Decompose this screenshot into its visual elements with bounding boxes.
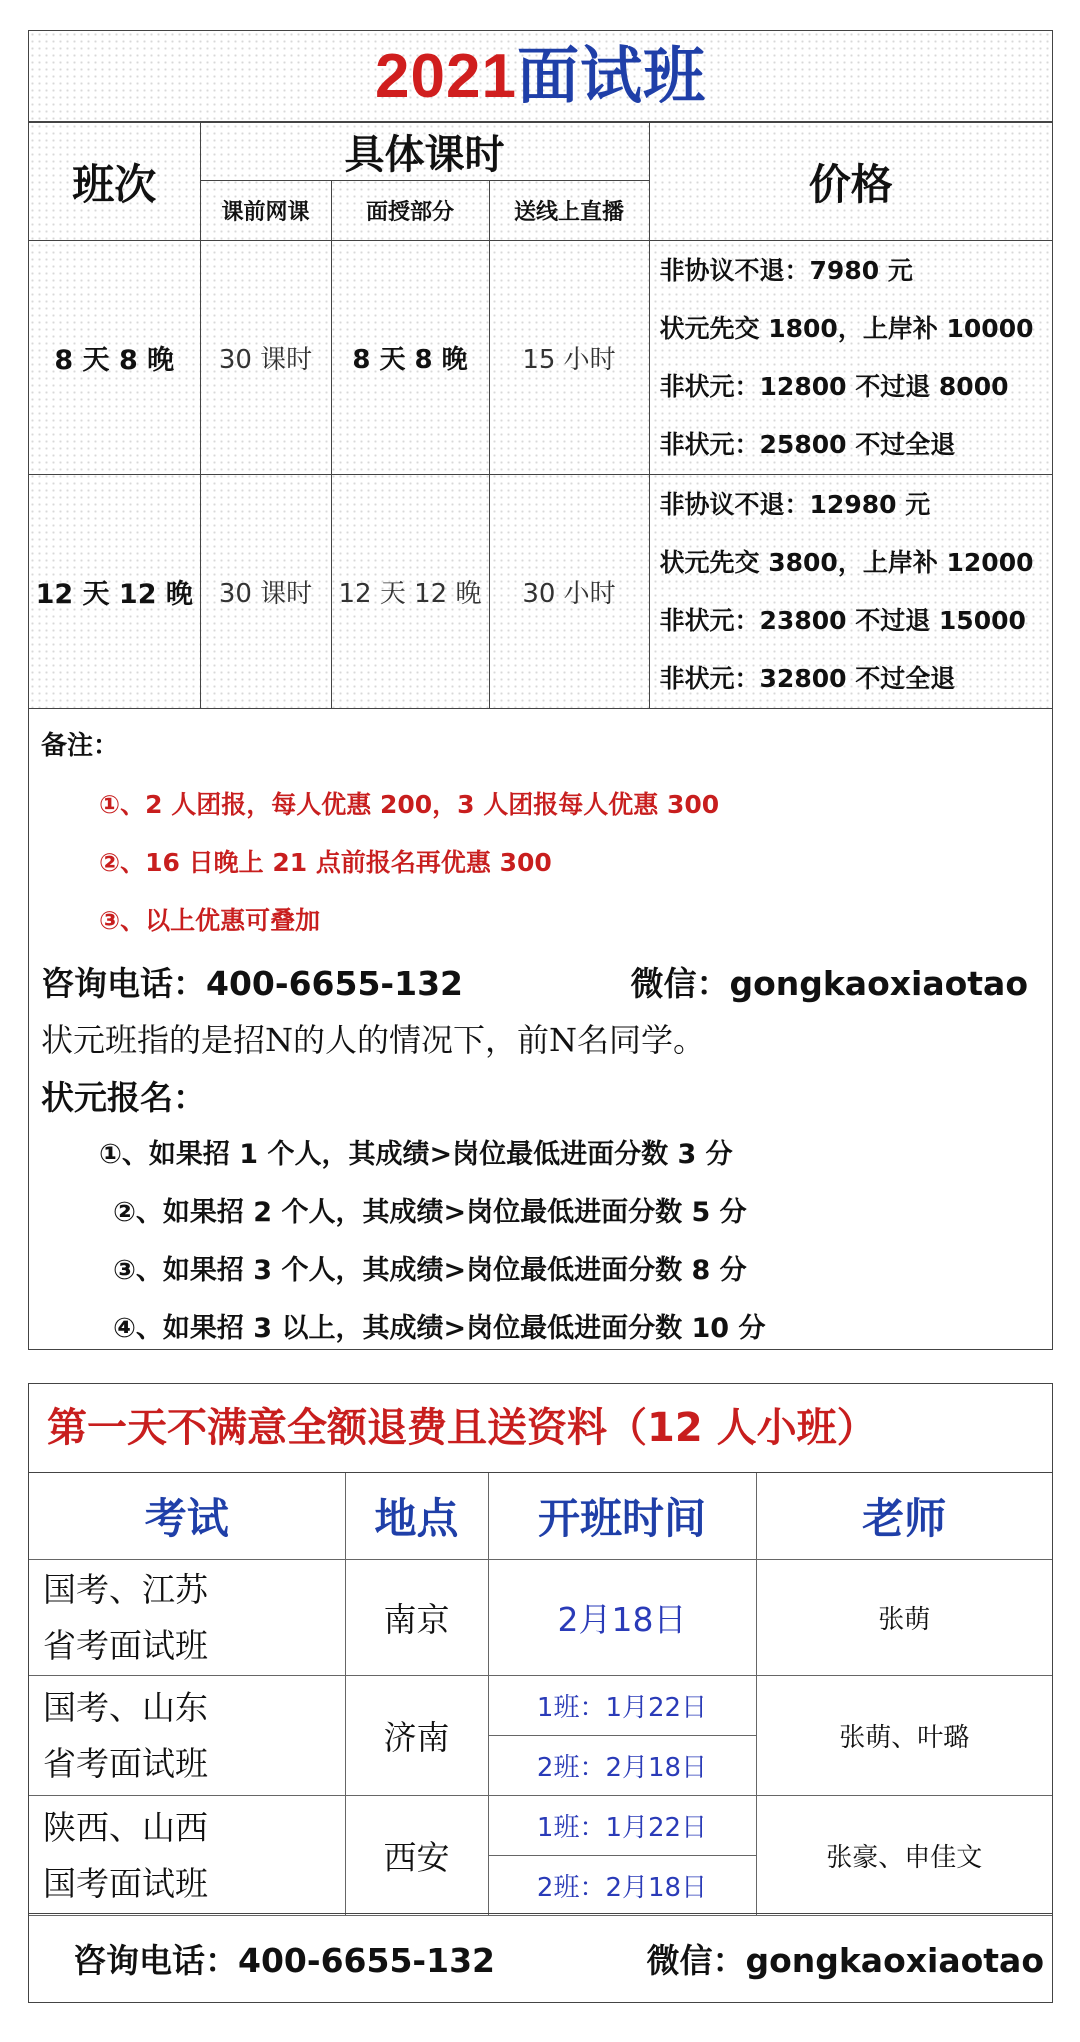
live-hours: 30 小时 <box>489 475 649 709</box>
exam-name <box>29 1676 345 1796</box>
exam-name <box>29 1796 345 1916</box>
start-date: 2班：2月18日 <box>488 1736 756 1796</box>
online-hours: 30 课时 <box>200 241 331 475</box>
phone-text: 咨询电话：400-6655-132 <box>41 964 464 1003</box>
location: 济南 <box>345 1676 488 1796</box>
header-exam: 考试 <box>29 1473 345 1560</box>
schedule-section <box>28 1383 1053 2003</box>
exam-name <box>29 1560 345 1676</box>
footer-phone: 咨询电话：400-6655-132 <box>73 1940 496 1980</box>
discount-note: ②、16 日晚上 21 点前报名再优惠 300 <box>99 848 552 877</box>
register-rule: ②、如果招 2 个人，其成绩>岗位最低进面分数 5 分 <box>113 1197 747 1228</box>
register-rule: ①、如果招 1 个人，其成绩>岗位最低进面分数 3 分 <box>99 1139 733 1170</box>
start-date: 1班：1月22日 <box>488 1796 756 1856</box>
header-teacher: 老师 <box>756 1473 1052 1560</box>
schedule-title: 第一天不满意全额退费且送资料（12 人小班） <box>29 1384 1052 1473</box>
table-row <box>29 1676 1052 1736</box>
header-inperson: 面授部分 <box>331 181 489 241</box>
header-online: 课前网课 <box>200 181 331 241</box>
exam-line: 省考面试班 <box>43 1625 208 1665</box>
notes-label: 备注： <box>41 731 120 761</box>
teacher: 张萌 <box>756 1560 1052 1676</box>
wechat-text: 微信：gongkaoxiaotao <box>630 964 1028 1003</box>
price-line: 非协议不退：7980 元 <box>659 255 913 285</box>
pricing-table <box>29 123 1052 709</box>
table-row <box>29 1796 1052 1856</box>
header-price: 价格 <box>649 123 1052 241</box>
class-name: 8 天 8 晚 <box>29 241 200 475</box>
register-label: 状元报名： <box>41 1078 206 1117</box>
price-line: 非状元：23800 不过退 15000 <box>659 605 1026 635</box>
start-date: 2班：2月18日 <box>488 1856 756 1916</box>
live-hours: 15 小时 <box>489 241 649 475</box>
register-rule: ③、如果招 3 个人，其成绩>岗位最低进面分数 8 分 <box>113 1255 747 1286</box>
header-class: 班次 <box>29 123 200 241</box>
location: 西安 <box>345 1796 488 1916</box>
header-location: 地点 <box>345 1473 488 1560</box>
exam-line: 国考、江苏 <box>43 1569 208 1609</box>
table-row <box>29 475 1052 709</box>
page-title <box>29 31 1052 123</box>
online-hours: 30 课时 <box>200 475 331 709</box>
discount-note: ③、以上优惠可叠加 <box>99 906 321 935</box>
discount-note: ①、2 人团报，每人优惠 200，3 人团报每人优惠 300 <box>99 790 720 819</box>
table-row <box>29 1560 1052 1676</box>
start-date: 1班：1月22日 <box>488 1676 756 1736</box>
inperson-hours: 8 天 8 晚 <box>331 241 489 475</box>
price-cell <box>649 475 1052 709</box>
teacher: 张萌、叶璐 <box>756 1676 1052 1796</box>
title-year: 2021 <box>375 42 517 111</box>
price-line: 非状元：25800 不过全退 <box>659 429 956 459</box>
explain-text: 状元班指的是招N的人的情况下，前N名同学。 <box>41 1021 706 1059</box>
teacher: 张豪、申佳文 <box>756 1796 1052 1916</box>
exam-line: 陕西、山西 <box>43 1807 208 1847</box>
header-live: 送线上直播 <box>489 181 649 241</box>
header-hours: 具体课时 <box>200 123 649 181</box>
price-line: 非状元：12800 不过退 8000 <box>659 371 1009 401</box>
footer-contact <box>29 1913 1052 2002</box>
schedule-table <box>29 1473 1052 1916</box>
register-rule: ④、如果招 3 以上，其成绩>岗位最低进面分数 10 分 <box>113 1313 766 1344</box>
contact-line <box>41 956 1042 1012</box>
title-name: 面试班 <box>516 39 706 112</box>
price-cell <box>649 241 1052 475</box>
exam-line: 省考面试班 <box>43 1743 208 1783</box>
header-start-time: 开班时间 <box>488 1473 756 1560</box>
start-date: 2月18日 <box>488 1560 756 1676</box>
class-name: 12 天 12 晚 <box>29 475 200 709</box>
price-line: 非状元：32800 不过全退 <box>659 663 956 693</box>
inperson-hours: 12 天 12 晚 <box>331 475 489 709</box>
price-line: 非协议不退：12980 元 <box>659 489 931 519</box>
table-row <box>29 241 1052 475</box>
notes-block <box>29 709 1052 1358</box>
exam-line: 国考面试班 <box>43 1863 208 1903</box>
pricing-section <box>28 30 1053 1350</box>
price-line: 状元先交 3800，上岸补 12000 <box>659 547 1034 577</box>
location: 南京 <box>345 1560 488 1676</box>
footer-wechat: 微信：gongkaoxiaotao <box>646 1940 1044 1980</box>
exam-line: 国考、山东 <box>43 1687 208 1727</box>
price-line: 状元先交 1800，上岸补 10000 <box>659 313 1034 343</box>
